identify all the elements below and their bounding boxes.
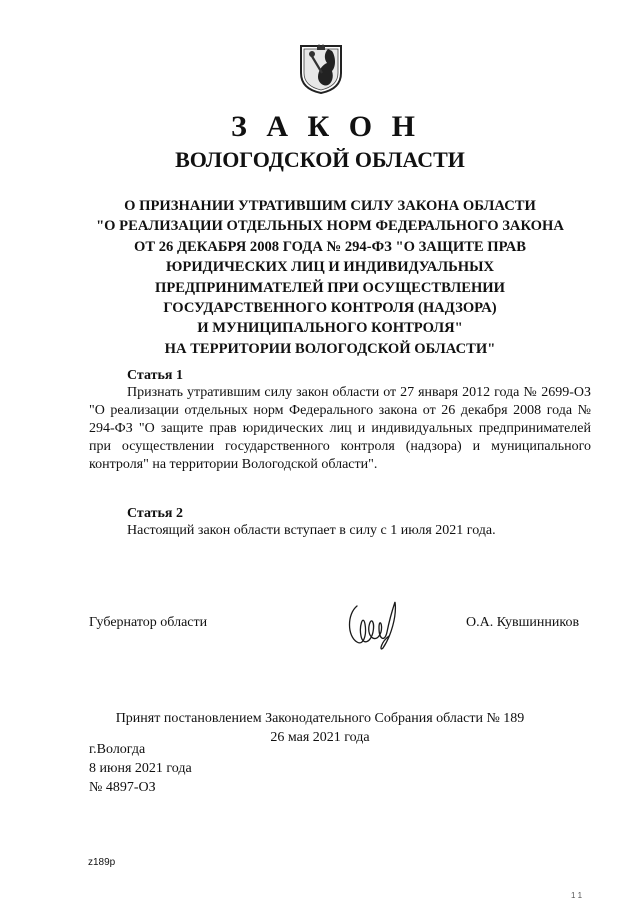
subject-line: "О РЕАЛИЗАЦИИ ОТДЕЛЬНЫХ НОРМ ФЕДЕРАЛЬНОГО ЗАКОНА bbox=[96, 218, 564, 235]
document-region: ВОЛОГОДСКОЙ ОБЛАСТИ bbox=[175, 147, 465, 172]
subject-line: ГОСУДАРСТВЕННОГО КОНТРОЛЯ (НАДЗОРА) bbox=[163, 300, 497, 317]
subject-line: НА ТЕРРИТОРИИ ВОЛОГОДСКОЙ ОБЛАСТИ" bbox=[164, 340, 496, 357]
coat-of-arms-icon bbox=[298, 43, 344, 95]
page-mark: 1 1 bbox=[571, 891, 583, 900]
subject-line: ЮРИДИЧЕСКИХ ЛИЦ И ИНДИВИДУАЛЬНЫХ bbox=[165, 259, 495, 276]
law-subject bbox=[60, 196, 600, 359]
subject-line: О ПРИЗНАНИИ УТРАТИВШИМ СИЛУ ЗАКОНА ОБЛАСТИ bbox=[124, 198, 536, 214]
adoption-date: 26 мая 2021 года bbox=[270, 730, 370, 745]
subject-line: И МУНИЦИПАЛЬНОГО КОНТРОЛЯ" bbox=[197, 320, 463, 337]
signatory-name: О.А. Кувшинников bbox=[466, 615, 580, 630]
adoption-line: Принят постановлением Законодательного Собрания области № 189 bbox=[115, 711, 525, 726]
article-1-heading: Статья 1 bbox=[127, 368, 183, 383]
subject-line: ПРЕДПРИНИМАТЕЛЕЙ ПРИ ОСУЩЕСТВЛЕНИИ bbox=[155, 279, 505, 296]
document-title: З А К О Н bbox=[231, 110, 421, 143]
place-date: 8 июня 2021 года bbox=[89, 761, 192, 776]
handwritten-signature-icon bbox=[343, 596, 403, 654]
law-number: № 4897-ОЗ bbox=[89, 780, 156, 795]
subject-line: ОТ 26 ДЕКАБРЯ 2008 ГОДА № 294-ФЗ "О ЗАЩИТЕ ПРАВ bbox=[134, 238, 526, 255]
document-code: z189p bbox=[88, 857, 116, 868]
place-city: г.Вологда bbox=[89, 742, 146, 757]
article-2-heading: Статья 2 bbox=[127, 506, 183, 521]
signatory-title: Губернатор области bbox=[89, 615, 208, 630]
article-2-text: Настоящий закон области вступает в силу с 1 июля 2021 года. bbox=[127, 523, 496, 538]
article-1-text: Признать утратившим силу закон области от 27 января 2012 года № 2699-ОЗ "О реализации отдельных норм Федерального закона от 26 декабря 2008 года № 294-ФЗ "О защите прав юридических лиц и индивидуальных предпринимателей при осуществлении государственного контроля (надзора) и муниципального контроля" на территории Вологодской области". bbox=[89, 385, 591, 472]
